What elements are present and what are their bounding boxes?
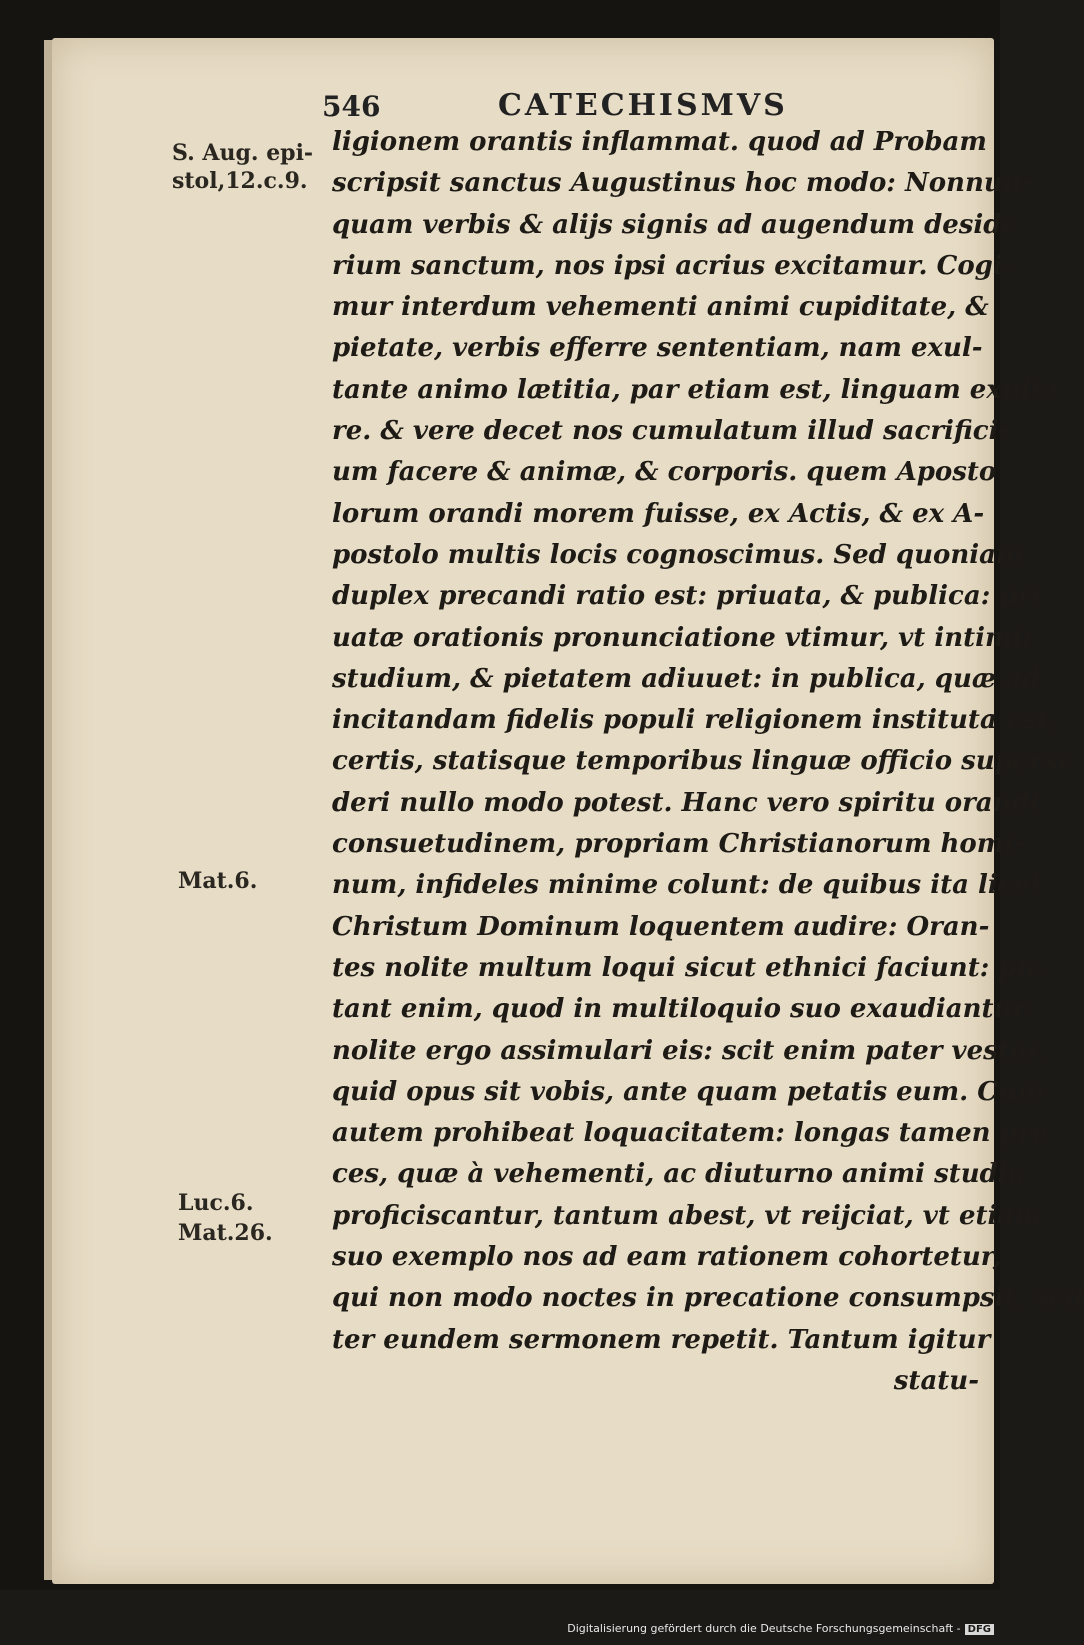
text-line: tes nolite multum loqui sicut ethnici faciunt: pu-	[332, 952, 1047, 983]
text-line: studium, & pietatem adiuuet: in publica, quæ ad	[332, 663, 1041, 694]
text-line: pietate, verbis efferre sententiam, nam exul-	[332, 333, 983, 364]
text-line: rium sanctum, nos ipsi acrius excitamur. Cogi-	[332, 250, 1014, 281]
text-line: deri nullo modo potest. Hanc vero spiritu orandi	[332, 787, 1040, 818]
text-line: consuetudinem, propriam Christianorum homi-	[332, 829, 1025, 860]
catchword: statu-	[893, 1365, 979, 1396]
text-line: quid opus sit vobis, ante quam petatis eum. Cum	[332, 1076, 1045, 1107]
text-line: re. & vere decet nos cumulatum illud sacrifici-	[332, 416, 1010, 447]
text-line: proficiscantur, tantum abest, vt reijciat, vt etiam	[332, 1200, 1042, 1231]
text-line: quam verbis & alijs signis ad augendum deside	[332, 209, 1019, 240]
digitization-footer	[0, 1622, 994, 1640]
page-header	[0, 82, 1000, 122]
text-line: qui non modo noctes in precatione consumpsit, sed	[332, 1283, 1084, 1314]
text-line: duplex precandi ratio est: priuata, & publica: pri	[332, 581, 1042, 612]
margin-note-luc-6: Luc.6.	[178, 1190, 254, 1216]
margin-note-aug-1: S. Aug. epi-	[172, 140, 314, 166]
text-line: uatæ orationis pronunciatione vtimur, vt intimũ	[332, 622, 1032, 653]
text-line: tant enim, quod in multiloquio suo exaudiantur.	[332, 994, 1033, 1025]
body-text	[332, 122, 1084, 1402]
text-line: postolo multis locis cognoscimus. Sed quoniam	[332, 539, 1024, 570]
text-line: num, infideles minime colunt: de quibus ita licet	[332, 870, 1043, 901]
text-line: ter eundem sermonem repetit. Tantum igitur	[332, 1324, 991, 1355]
text-line: lorum orandi morem fuisse, ex Actis, & ex A-	[332, 498, 985, 529]
text-line: suo exemplo nos ad eam rationem cohortetur,	[332, 1242, 1002, 1273]
text-line: um facere & animæ, & corporis. quem Aposto	[332, 457, 997, 488]
footer-text: Digitalisierung gefördert durch die Deutsche Forschungsgemeinschaft -	[567, 1622, 961, 1635]
text-line: ces, quæ à vehementi, ac diuturno animi studio	[332, 1159, 1026, 1190]
text-line: mur interdum vehementi animi cupiditate, &	[332, 292, 989, 323]
text-line: scripsit sanctus Augustinus hoc modo: Nonnun-	[332, 168, 1033, 199]
text-line: certis, statisque temporibus linguæ officio superse	[332, 746, 1075, 777]
text-line: autem prohibeat loquacitatem: longas tamen pre	[332, 1118, 1049, 1149]
text-line: Christum Dominum loquentem audire: Oran-	[332, 911, 990, 942]
page-number: 546	[322, 90, 381, 123]
text-line: incitandam fidelis populi religionem instituta est,	[332, 705, 1059, 736]
text-line: nolite ergo assimulari eis: scit enim pater vester,	[332, 1035, 1048, 1066]
dfg-logo: DFG	[965, 1624, 994, 1635]
margin-note-aug-2: stol,12.c.9.	[172, 168, 308, 194]
running-title: CATECHISMVS	[498, 88, 788, 123]
text-line: tante animo lætitia, par etiam est, linguam exulta	[332, 374, 1060, 405]
margin-note-mat-26: Mat.26.	[178, 1220, 273, 1246]
margin-note-mat-6: Mat.6.	[178, 868, 258, 894]
text-line: ligionem orantis inflammat. quod ad Probam	[332, 127, 987, 157]
